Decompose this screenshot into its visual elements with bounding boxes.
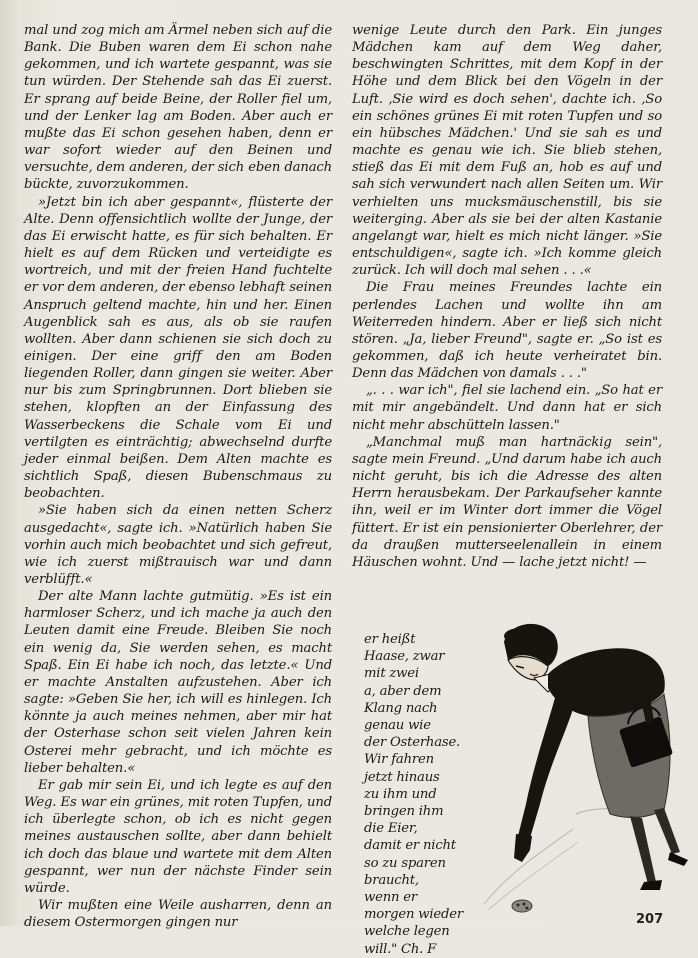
woman-illustration — [478, 614, 690, 914]
paragraph: „Manchmal muß man hartnäckig sein", sagte mein Freund. „Und darum habe ich auch nicht geruht, bis ich die Adresse des alten Herrn herausbekam. Der Parkaufseher kannte ihn, weil er im Winter dort immer die Vögel füttert. Er ist ein pensionierter Oberlehrer, der da draußen mutterseelenallein in einem Häuschen wohnt. Und — lache jetzt nicht! — — [352, 434, 662, 570]
right-text-column — [352, 22, 662, 571]
paragraph: „. . . war ich", fiel sie lachend ein. „So hat er mit mir angebändelt. Und dann hat er sich nicht mehr abschütteln lassen." — [352, 383, 662, 433]
paragraph: »Jetzt bin ich aber gespannt«, flüsterte der Alte. Denn offensichtlich wollte der Junge, der das Ei erwischt hatte, es für sich behalten. Er hielt es auf dem Rücken und verteidigte es wortreich, und mit der freien Hand fuchtelte er vor dem anderen, der ebenso lebhaft seinen Anspruch geltend machte, hin und her. Einen Augenblick sah es aus, als ob sie raufen wollten. Aber dann schienen sie sich doch zu einigen. Der eine griff den am Boden liegenden Roller, dann gingen sie weiter. Aber nur bis zum Springbrunnen. Dort blieben sie stehen, klopften an der Einfassung des Wasserbeckens die Schale vom Ei und vertilgten es einträchtig; abwechselnd durfte jeder einmal beißen. Dem Alten machte es sichtlich Spaß, diesen Bubenschmaus zu beobachten. — [24, 194, 332, 502]
page-number: 207 — [636, 912, 664, 927]
paragraph: mal und zog mich am Ärmel neben sich auf die Bank. Die Buben waren dem Ei schon nahe gekommen, und ich wartete gespannt, was sie tun würden. Der Stehende sah das Ei zuerst. Er sprang auf beide Beine, der Roller fiel um, und der Lenker lag am Boden. Aber auch er mußte das Ei schon gesehen haben, denn er war sofort wieder auf den Beinen und versuchte, dem anderen, der sich eben danach bückte, zuvorzukommen. — [24, 23, 332, 193]
paragraph: wenige Leute durch den Park. Ein junges Mädchen kam auf dem Weg daher, beschwingten Schrittes, mit dem Kopf in der Höhe und dem Blick bei den Vögeln in der Luft. ‚Sie wird es doch sehen', dachte ich. ‚So ein schönes grünes Ei mit roten Tupfen und so ein hübsches Mädchen.' Und sie sah es und machte es genau wie ich. Sie blieb stehen, stieß das Ei mit dem Fuß an, hob es auf und sah sich verwundert nach allen Seiten um. Wir verhielten uns mucksmäuschenstill, bis sie weiterging. Aber als sie bei der alten Kastanie angelangt war, hielt es mich nicht länger. »Sie entschuldigen«, sagte ich. »Ich komme gleich zurück. Ich will doch mal sehen . . .« — [352, 23, 662, 279]
paragraph: »Sie haben sich da einen netten Scherz ausgedacht«, sagte ich. »Natürlich haben Sie vorhin auch mich beobachtet und sich gefreut, wie ich zuerst mißtrauisch war und dann verblüfft.« — [24, 503, 332, 587]
narrow-text-column — [364, 631, 476, 958]
paragraph: Wir mußten eine Weile ausharren, denn an diesem Ostermorgen gingen nur — [24, 897, 332, 931]
paragraph: Der alte Mann lachte gutmütig. »Es ist ein harmloser Scherz, und ich mache ja auch den Leuten damit eine Freude. Bleiben Sie noch ein wenig da, Sie werden sehen, es macht Spaß. Ein Ei habe ich noch, das letzte.« Und er machte Anstalten aufzustehen. Aber ich sagte: »Geben Sie her, ich will es hinlegen. Ich könnte ja auch meines nehmen, aber mir hat der Osterhase schon seit vielen Jahren kein Osterei mehr gebracht, und ich möchte es lieber behalten.« — [24, 589, 332, 776]
closing-paragraph: er heißt Haase, zwar mit zwei a, aber dem Klang nach genau wie der Osterhase. Wir fahren jetzt hinaus zu ihm und bringen ihm die Eier, damit er nicht so zu sparen braucht, wenn er morgen wieder welche legen will." Ch. F — [364, 632, 463, 957]
paragraph: Er gab mir sein Ei, und ich legte es auf den Weg. Es war ein grünes, mit roten Tupfen, und ich überlegte schon, ob ich es nicht gegen meines austauschen sollte, aber dann behielt ich doch das blaue und wartete mit dem Alten gespannt, wer nun der nächste Finder sein würde. — [24, 777, 332, 896]
left-text-column — [24, 22, 332, 931]
paragraph: Die Frau meines Freundes lachte ein perlendes Lachen und wollte ihn am Weiterreden hindern. Aber er ließ sich nicht stören. „Ja, lieber Freund", sagte er. „So ist es gekommen, daß ich heute verheiratet bin. Denn das Mädchen von damals . . ." — [352, 280, 662, 382]
